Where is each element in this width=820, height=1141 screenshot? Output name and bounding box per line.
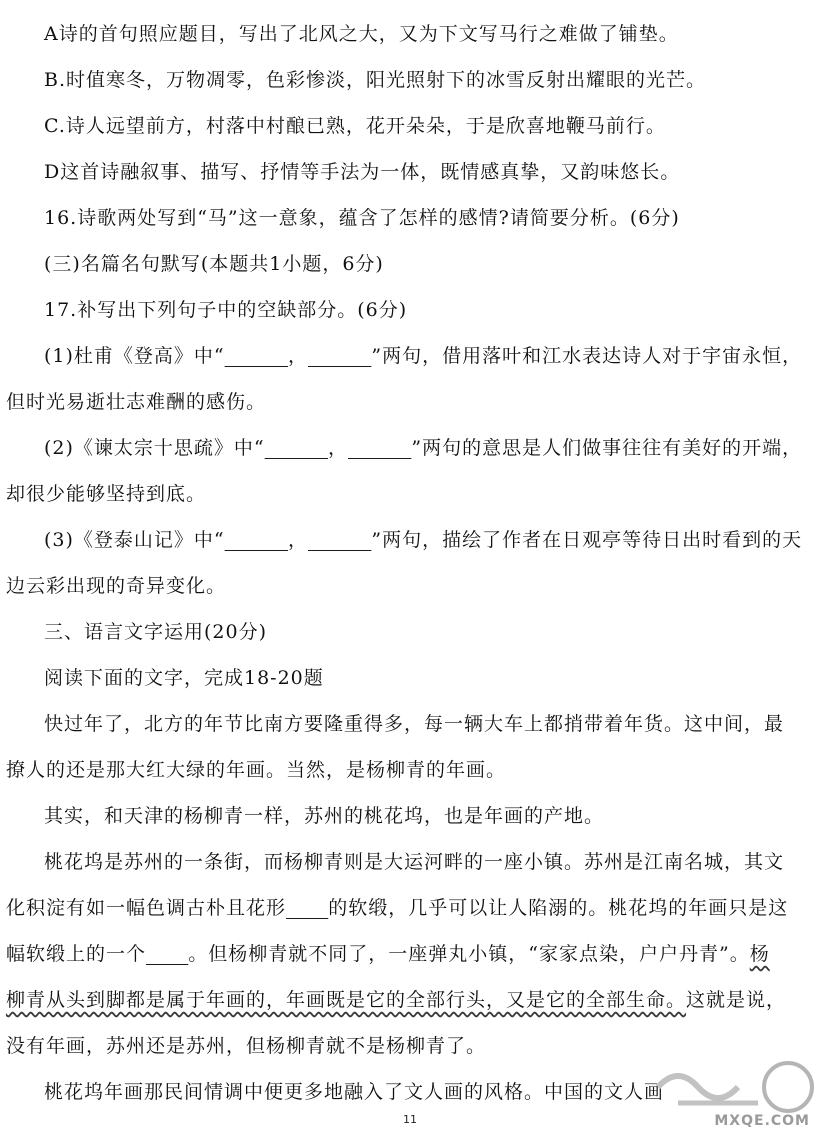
passage-line: 的软缎，几乎可以让人陷溺的。桃花坞的年画只是这: [328, 897, 789, 919]
q17-3-suffix: ”两句，描绘了作者在日观亭等待日出时看到的天: [371, 529, 803, 551]
passage-paragraph-3: [44, 849, 820, 875]
watermark-logo: [638, 1057, 818, 1137]
reading-instruction-text: 阅读下面的文字，完成18-20题: [44, 667, 324, 689]
passage-line: 化积淀有如一幅色调古朴且花形: [6, 897, 287, 919]
reading-instruction: [44, 665, 820, 691]
question-17-1-continued: [6, 389, 820, 415]
page-number: 11: [403, 1113, 417, 1126]
watermark-text: MXQE.COM: [714, 1113, 810, 1129]
q17-1-comma: ，: [288, 345, 309, 367]
option-a: [44, 21, 820, 47]
q17-3-continued-text: 边云彩出现的奇异变化。: [6, 575, 227, 597]
question-17-3-continued: [6, 573, 820, 599]
question-16: [44, 205, 820, 231]
section-language-heading: [44, 619, 820, 645]
section-famous-lines-heading: [44, 251, 820, 277]
question-17-3: [44, 527, 820, 553]
answer-blank[interactable]: [146, 943, 188, 965]
passage-line: 幅软缎上的一个: [6, 943, 147, 965]
passage-paragraph-3-line4: [6, 987, 820, 1013]
option-d-text: D这首诗融叙事、描写、抒情等手法为一体，既情感真挚，又韵味悠长。: [44, 161, 681, 183]
q17-1-suffix: ”两句，借用落叶和江水表达诗人对于宇宙永恒，: [371, 345, 803, 367]
question-17-2: [44, 435, 820, 461]
question-17-text: 17.补写出下列句子中的空缺部分。(6分): [44, 299, 408, 321]
option-c: [44, 113, 820, 139]
answer-blank[interactable]: [348, 437, 411, 459]
option-c-text: C.诗人远望前方，村落中村酿已熟，花开朵朵，于是欣喜地鞭马前行。: [44, 115, 666, 137]
answer-blank[interactable]: [308, 345, 371, 367]
q17-2-continued-text: 却很少能够坚持到底。: [6, 483, 207, 505]
answer-blank[interactable]: [225, 345, 288, 367]
section-language-heading-text: 三、语言文字运用(20分): [44, 621, 268, 643]
answer-blank[interactable]: [225, 529, 288, 551]
passage-paragraph-1-cont: [6, 757, 820, 783]
q17-3-comma: ，: [288, 529, 309, 551]
passage-line: 快过年了，北方的年节比南方要隆重得多，每一辆大车上都捎带着年货。这中间，最: [44, 713, 785, 735]
wavy-underlined-sentence: 杨: [749, 943, 770, 965]
answer-blank[interactable]: [308, 529, 371, 551]
passage-line: 桃花坞年画那民间情调中便更多地融入了文人画的风格。中国的文人画: [44, 1081, 665, 1103]
section-heading-text: (三)名篇名句默写(本题共1小题，6分): [44, 253, 384, 275]
passage-line: 桃花坞是苏州的一条街，而杨柳青则是大运河畔的一座小镇。苏州是江南名城，其文: [44, 851, 785, 873]
question-17-2-continued: [6, 481, 820, 507]
q17-1-prefix: (1)杜甫《登高》中“: [44, 345, 225, 367]
q17-3-prefix: (3)《登泰山记》中“: [44, 529, 225, 551]
q17-1-continued-text: 但时光易逝壮志难酬的感伤。: [6, 391, 267, 413]
question-16-text: 16.诗歌两处写到“马”这一意象，蕴含了怎样的感情?请简要分析。(6分): [44, 207, 680, 229]
passage-paragraph-3-line2: [6, 895, 820, 921]
question-17: [44, 297, 820, 323]
passage-line: 其实，和天津的杨柳青一样，苏州的桃花坞，也是年画的产地。: [44, 805, 605, 827]
answer-blank[interactable]: [265, 437, 328, 459]
passage-line: 。但杨柳青就不同了，一座弹丸小镇，“家家点染，户户丹青”。: [188, 943, 750, 965]
passage-line: 撩人的还是那大红大绿的年画。当然，是杨柳青的年画。: [6, 759, 507, 781]
passage-line: 没有年画，苏州还是苏州，但杨柳青就不是杨柳青了。: [6, 1035, 487, 1057]
q17-2-suffix: ”两句的意思是人们做事往往有美好的开端，: [411, 437, 803, 459]
q17-2-comma: ，: [328, 437, 349, 459]
passage-paragraph-3-line3: [6, 941, 820, 967]
answer-blank[interactable]: [286, 897, 328, 919]
passage-paragraph-2: [44, 803, 820, 829]
passage-paragraph-1: [44, 711, 820, 737]
passage-line: 这就是说，: [686, 989, 787, 1011]
option-a-text: A诗的首句照应题目，写出了北风之大，又为下文写马行之难做了铺垫。: [44, 23, 679, 45]
question-17-1: [44, 343, 820, 369]
option-d: [44, 159, 820, 185]
option-b: [44, 67, 820, 93]
passage-paragraph-3-line5: [6, 1033, 820, 1059]
q17-2-prefix: (2)《谏太宗十思疏》中“: [44, 437, 265, 459]
wavy-underlined-sentence: 柳青从头到脚都是属于年画的，年画既是它的全部行头，又是它的全部生命。: [6, 989, 687, 1011]
option-b-text: B.时值寒冬，万物凋零，色彩惨淡，阳光照射下的冰雪反射出耀眼的光芒。: [44, 69, 707, 91]
